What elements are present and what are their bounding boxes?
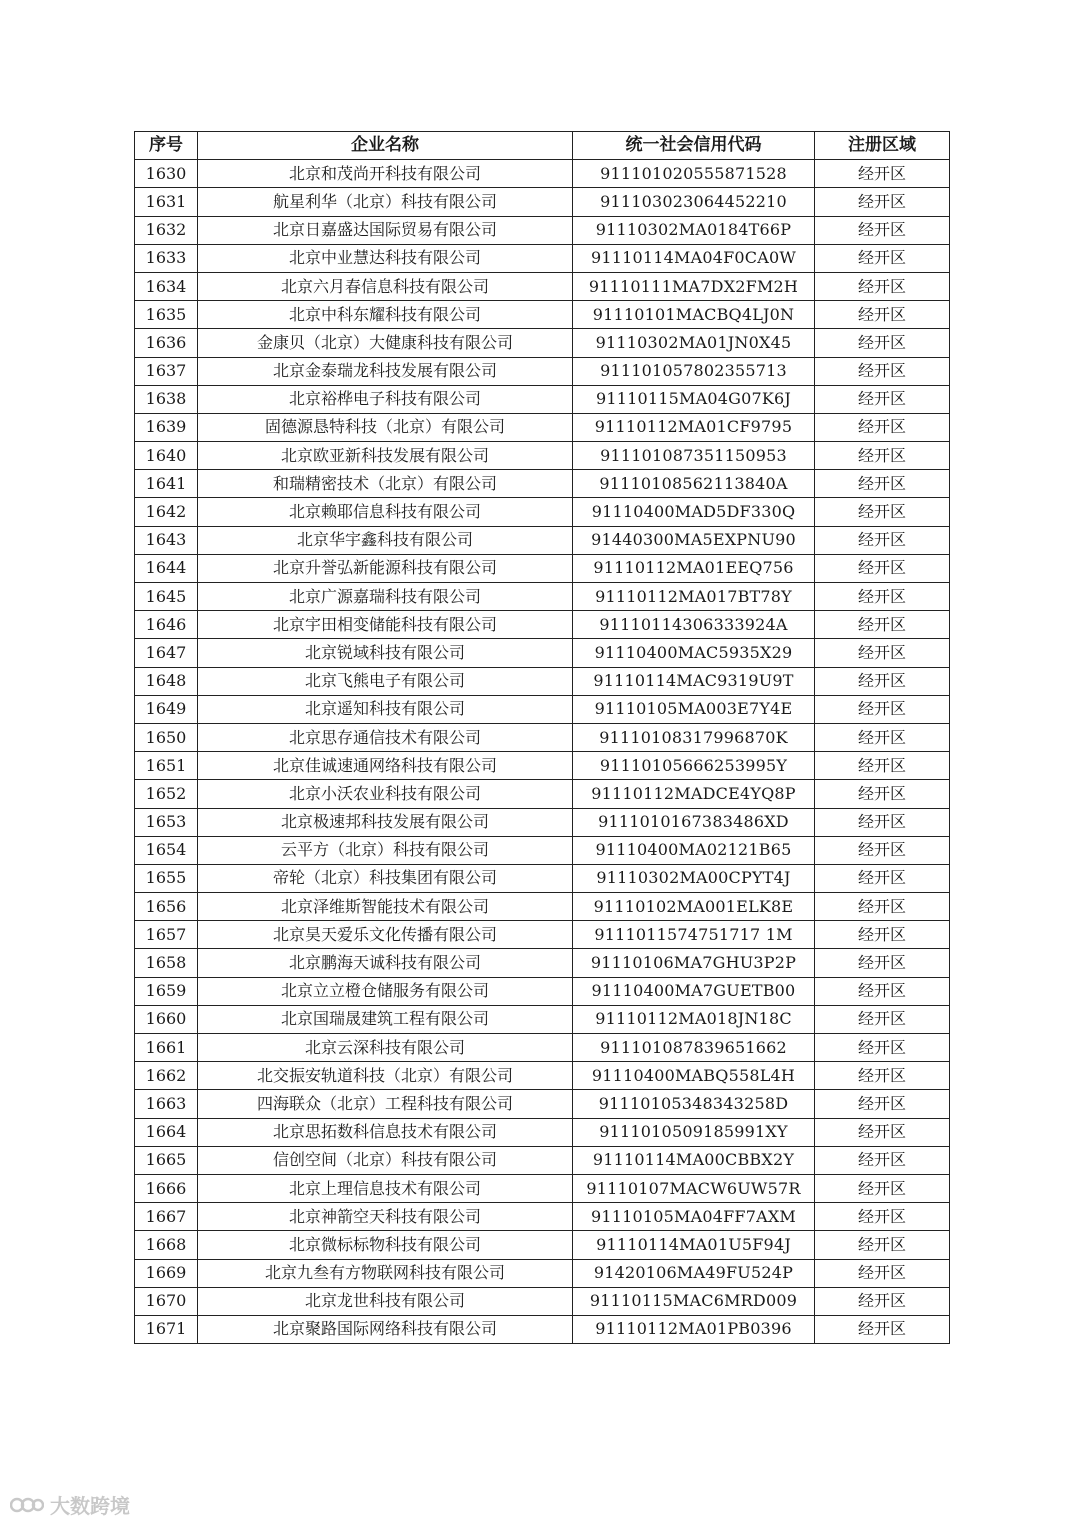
header-name: 企业名称 [198, 132, 573, 160]
header-seq: 序号 [135, 132, 198, 160]
table-row [135, 1259, 950, 1287]
cell-name: 北京国瑞晟建筑工程有限公司 [198, 1005, 573, 1033]
cell-zone: 经开区 [815, 1259, 950, 1287]
cell-name: 北京思拓数科信息技术有限公司 [198, 1118, 573, 1146]
cell-zone: 经开区 [815, 1287, 950, 1315]
cell-seq: 1631 [135, 188, 198, 216]
cell-code: 91110105MA04FF7AXM [573, 1203, 815, 1231]
cell-zone: 经开区 [815, 160, 950, 188]
cell-name: 北京遥知科技有限公司 [198, 695, 573, 723]
table-row [135, 723, 950, 751]
cell-seq: 1671 [135, 1315, 198, 1343]
table-row [135, 639, 950, 667]
cell-seq: 1638 [135, 385, 198, 413]
table-row [135, 1062, 950, 1090]
table-row [135, 921, 950, 949]
cell-seq: 1641 [135, 470, 198, 498]
cell-seq: 1668 [135, 1231, 198, 1259]
cell-code: 9111011574751717 1M [573, 921, 815, 949]
cell-zone: 经开区 [815, 554, 950, 582]
cell-code: 91110105348343258D [573, 1090, 815, 1118]
cell-code: 91110115MAC6MRD009 [573, 1287, 815, 1315]
cell-zone: 经开区 [815, 611, 950, 639]
cell-code: 91110400MA7GUETB00 [573, 977, 815, 1005]
cell-zone: 经开区 [815, 893, 950, 921]
cell-zone: 经开区 [815, 1203, 950, 1231]
cell-name: 北京九叁有方物联网科技有限公司 [198, 1259, 573, 1287]
table-row [135, 442, 950, 470]
cell-name: 北京日嘉盛达国际贸易有限公司 [198, 216, 573, 244]
table-row [135, 1090, 950, 1118]
table-row [135, 808, 950, 836]
watermark-text: 大数跨境 [50, 1494, 130, 1518]
table-row [135, 611, 950, 639]
watermark [10, 1490, 130, 1519]
cell-zone: 经开区 [815, 357, 950, 385]
cell-name: 和瑞精密技术（北京）有限公司 [198, 470, 573, 498]
table-row [135, 329, 950, 357]
cell-seq: 1654 [135, 836, 198, 864]
cell-seq: 1642 [135, 498, 198, 526]
table-row [135, 583, 950, 611]
cell-zone: 经开区 [815, 1146, 950, 1174]
cell-zone: 经开区 [815, 1231, 950, 1259]
cell-name: 北京鹏海天诚科技有限公司 [198, 949, 573, 977]
table-header-row [135, 132, 950, 160]
cell-seq: 1666 [135, 1174, 198, 1202]
cell-code: 91110114MAC9319U9T [573, 667, 815, 695]
cell-zone: 经开区 [815, 723, 950, 751]
table-row [135, 385, 950, 413]
cell-name: 北京思存通信技术有限公司 [198, 723, 573, 751]
cell-name: 北京和茂尚开科技有限公司 [198, 160, 573, 188]
cell-name: 北京昊天爱乐文化传播有限公司 [198, 921, 573, 949]
cell-name: 北京六月春信息科技有限公司 [198, 272, 573, 300]
cell-code: 911101020555871528 [573, 160, 815, 188]
cell-code: 91110102MA001ELK8E [573, 893, 815, 921]
cell-zone: 经开区 [815, 188, 950, 216]
cell-code: 9111010167383486XD [573, 808, 815, 836]
cell-zone: 经开区 [815, 413, 950, 441]
cell-seq: 1650 [135, 723, 198, 751]
cell-name: 北京佳诚速通网络科技有限公司 [198, 752, 573, 780]
table-row [135, 244, 950, 272]
cell-zone: 经开区 [815, 216, 950, 244]
cell-zone: 经开区 [815, 244, 950, 272]
cell-zone: 经开区 [815, 272, 950, 300]
cell-name: 北京广源嘉瑞科技有限公司 [198, 583, 573, 611]
cell-zone: 经开区 [815, 385, 950, 413]
table-row [135, 216, 950, 244]
cell-name: 北京泽维斯智能技术有限公司 [198, 893, 573, 921]
cell-name: 北京升誉弘新能源科技有限公司 [198, 554, 573, 582]
table-row [135, 1174, 950, 1202]
table-row [135, 667, 950, 695]
cell-name: 北京金泰瑞龙科技发展有限公司 [198, 357, 573, 385]
table-row [135, 893, 950, 921]
cell-name: 北京立立橙仓储服务有限公司 [198, 977, 573, 1005]
cell-code: 91110111MA7DX2FM2H [573, 272, 815, 300]
cell-code: 91110112MA01CF9795 [573, 413, 815, 441]
table-row [135, 695, 950, 723]
cell-zone: 经开区 [815, 921, 950, 949]
table-row [135, 1118, 950, 1146]
cell-zone: 经开区 [815, 301, 950, 329]
cell-code: 91440300MA5EXPNU90 [573, 526, 815, 554]
cell-zone: 经开区 [815, 442, 950, 470]
cell-seq: 1664 [135, 1118, 198, 1146]
cell-name: 北京宇田相变储能科技有限公司 [198, 611, 573, 639]
table-row [135, 160, 950, 188]
cell-seq: 1643 [135, 526, 198, 554]
cell-code: 91110114MA04F0CA0W [573, 244, 815, 272]
cell-name: 航星利华（北京）科技有限公司 [198, 188, 573, 216]
cell-code: 9111010509185991XY [573, 1118, 815, 1146]
table-row [135, 949, 950, 977]
cell-seq: 1648 [135, 667, 198, 695]
cell-zone: 经开区 [815, 1005, 950, 1033]
cell-seq: 1633 [135, 244, 198, 272]
table-row [135, 977, 950, 1005]
cell-zone: 经开区 [815, 639, 950, 667]
cell-name: 北京锐域科技有限公司 [198, 639, 573, 667]
cell-zone: 经开区 [815, 667, 950, 695]
cell-name: 北京小沃农业科技有限公司 [198, 780, 573, 808]
cell-code: 91110112MA018JN18C [573, 1005, 815, 1033]
table-row [135, 554, 950, 582]
cell-zone: 经开区 [815, 329, 950, 357]
cell-seq: 1639 [135, 413, 198, 441]
table-row [135, 470, 950, 498]
cell-zone: 经开区 [815, 695, 950, 723]
cell-seq: 1653 [135, 808, 198, 836]
cell-name: 云平方（北京）科技有限公司 [198, 836, 573, 864]
cell-zone: 经开区 [815, 977, 950, 1005]
cell-code: 91110114MA00CBBX2Y [573, 1146, 815, 1174]
cell-zone: 经开区 [815, 836, 950, 864]
cell-code: 91420106MA49FU524P [573, 1259, 815, 1287]
table-row [135, 1146, 950, 1174]
cell-zone: 经开区 [815, 752, 950, 780]
cell-code: 91110105666253995Y [573, 752, 815, 780]
cell-name: 金康贝（北京）大健康科技有限公司 [198, 329, 573, 357]
cell-name: 四海联众（北京）工程科技有限公司 [198, 1090, 573, 1118]
cell-seq: 1640 [135, 442, 198, 470]
cell-zone: 经开区 [815, 808, 950, 836]
cell-zone: 经开区 [815, 949, 950, 977]
cell-name: 北京中科东耀科技有限公司 [198, 301, 573, 329]
table-row [135, 836, 950, 864]
cell-name: 北京云深科技有限公司 [198, 1034, 573, 1062]
cell-zone: 经开区 [815, 1090, 950, 1118]
enterprise-table [134, 131, 950, 1344]
cell-seq: 1637 [135, 357, 198, 385]
cell-code: 91110400MABQ558L4H [573, 1062, 815, 1090]
cell-zone: 经开区 [815, 1034, 950, 1062]
cell-seq: 1657 [135, 921, 198, 949]
cell-zone: 经开区 [815, 780, 950, 808]
cell-seq: 1670 [135, 1287, 198, 1315]
cell-name: 固德源恳特科技（北京）有限公司 [198, 413, 573, 441]
cell-code: 911101057802355713 [573, 357, 815, 385]
table-row [135, 1034, 950, 1062]
cell-seq: 1658 [135, 949, 198, 977]
cell-code: 91110114306333924A [573, 611, 815, 639]
table-body [135, 160, 950, 1344]
cell-seq: 1655 [135, 864, 198, 892]
cell-code: 91110112MA017BT78Y [573, 583, 815, 611]
cell-seq: 1651 [135, 752, 198, 780]
cell-seq: 1667 [135, 1203, 198, 1231]
cell-seq: 1630 [135, 160, 198, 188]
cell-name: 北京赖耶信息科技有限公司 [198, 498, 573, 526]
cell-code: 91110108317996870K [573, 723, 815, 751]
cell-seq: 1635 [135, 301, 198, 329]
cell-seq: 1649 [135, 695, 198, 723]
cell-code: 91110107MACW6UW57R [573, 1174, 815, 1202]
table-row [135, 780, 950, 808]
cell-seq: 1663 [135, 1090, 198, 1118]
cell-seq: 1652 [135, 780, 198, 808]
table-row [135, 413, 950, 441]
cell-seq: 1660 [135, 1005, 198, 1033]
cell-seq: 1661 [135, 1034, 198, 1062]
cell-name: 帝轮（北京）科技集团有限公司 [198, 864, 573, 892]
cell-seq: 1634 [135, 272, 198, 300]
cell-zone: 经开区 [815, 583, 950, 611]
cell-name: 北京龙世科技有限公司 [198, 1287, 573, 1315]
cell-name: 信创空间（北京）科技有限公司 [198, 1146, 573, 1174]
cell-seq: 1669 [135, 1259, 198, 1287]
cell-code: 91110105MA003E7Y4E [573, 695, 815, 723]
cell-code: 91110112MA01PB0396 [573, 1315, 815, 1343]
cell-zone: 经开区 [815, 1315, 950, 1343]
table-row [135, 301, 950, 329]
cell-seq: 1646 [135, 611, 198, 639]
table-row [135, 1287, 950, 1315]
cell-name: 北京上理信息技术有限公司 [198, 1174, 573, 1202]
cell-code: 91110101MACBQ4LJ0N [573, 301, 815, 329]
cell-name: 北京飞熊电子有限公司 [198, 667, 573, 695]
cell-code: 911101087839651662 [573, 1034, 815, 1062]
cell-name: 北京神箭空天科技有限公司 [198, 1203, 573, 1231]
cell-code: 91110400MAD5DF330Q [573, 498, 815, 526]
cell-code: 911103023064452210 [573, 188, 815, 216]
table-row [135, 1005, 950, 1033]
cell-code: 91110114MA01U5F94J [573, 1231, 815, 1259]
cell-name: 北京华宇鑫科技有限公司 [198, 526, 573, 554]
cell-name: 北京欧亚新科技发展有限公司 [198, 442, 573, 470]
table-row [135, 188, 950, 216]
cell-code: 91110302MA00CPYT4J [573, 864, 815, 892]
cell-code: 91110108562113840A [573, 470, 815, 498]
cell-code: 91110115MA04G07K6J [573, 385, 815, 413]
cell-code: 91110302MA0184T66P [573, 216, 815, 244]
cell-name: 北京极速邦科技发展有限公司 [198, 808, 573, 836]
header-code: 统一社会信用代码 [573, 132, 815, 160]
cell-zone: 经开区 [815, 1062, 950, 1090]
table-row [135, 498, 950, 526]
table-row [135, 1315, 950, 1343]
table-row [135, 272, 950, 300]
cell-code: 91110112MA01EEQ756 [573, 554, 815, 582]
cell-seq: 1632 [135, 216, 198, 244]
cell-zone: 经开区 [815, 526, 950, 554]
table-row [135, 1231, 950, 1259]
cell-name: 北京微标标物科技有限公司 [198, 1231, 573, 1259]
header-zone: 注册区域 [815, 132, 950, 160]
cell-seq: 1644 [135, 554, 198, 582]
cell-zone: 经开区 [815, 1118, 950, 1146]
cell-code: 91110112MADCE4YQ8P [573, 780, 815, 808]
cell-code: 91110400MAC5935X29 [573, 639, 815, 667]
cell-name: 北京中业慧达科技有限公司 [198, 244, 573, 272]
cell-zone: 经开区 [815, 864, 950, 892]
cell-zone: 经开区 [815, 470, 950, 498]
table-row [135, 357, 950, 385]
cell-code: 91110106MA7GHU3P2P [573, 949, 815, 977]
table-row [135, 752, 950, 780]
cell-name: 北京聚路国际网络科技有限公司 [198, 1315, 573, 1343]
table-row [135, 526, 950, 554]
cell-seq: 1665 [135, 1146, 198, 1174]
cell-seq: 1659 [135, 977, 198, 1005]
cell-name: 北交振安轨道科技（北京）有限公司 [198, 1062, 573, 1090]
cell-name: 北京裕桦电子科技有限公司 [198, 385, 573, 413]
cell-zone: 经开区 [815, 498, 950, 526]
cell-code: 91110400MA02121B65 [573, 836, 815, 864]
table-row [135, 864, 950, 892]
cell-seq: 1636 [135, 329, 198, 357]
cell-seq: 1645 [135, 583, 198, 611]
cell-code: 91110302MA01JN0X45 [573, 329, 815, 357]
cell-zone: 经开区 [815, 1174, 950, 1202]
cell-code: 911101087351150953 [573, 442, 815, 470]
cell-seq: 1647 [135, 639, 198, 667]
brand-logo-icon [10, 1494, 44, 1516]
cell-seq: 1662 [135, 1062, 198, 1090]
cell-seq: 1656 [135, 893, 198, 921]
table-row [135, 1203, 950, 1231]
